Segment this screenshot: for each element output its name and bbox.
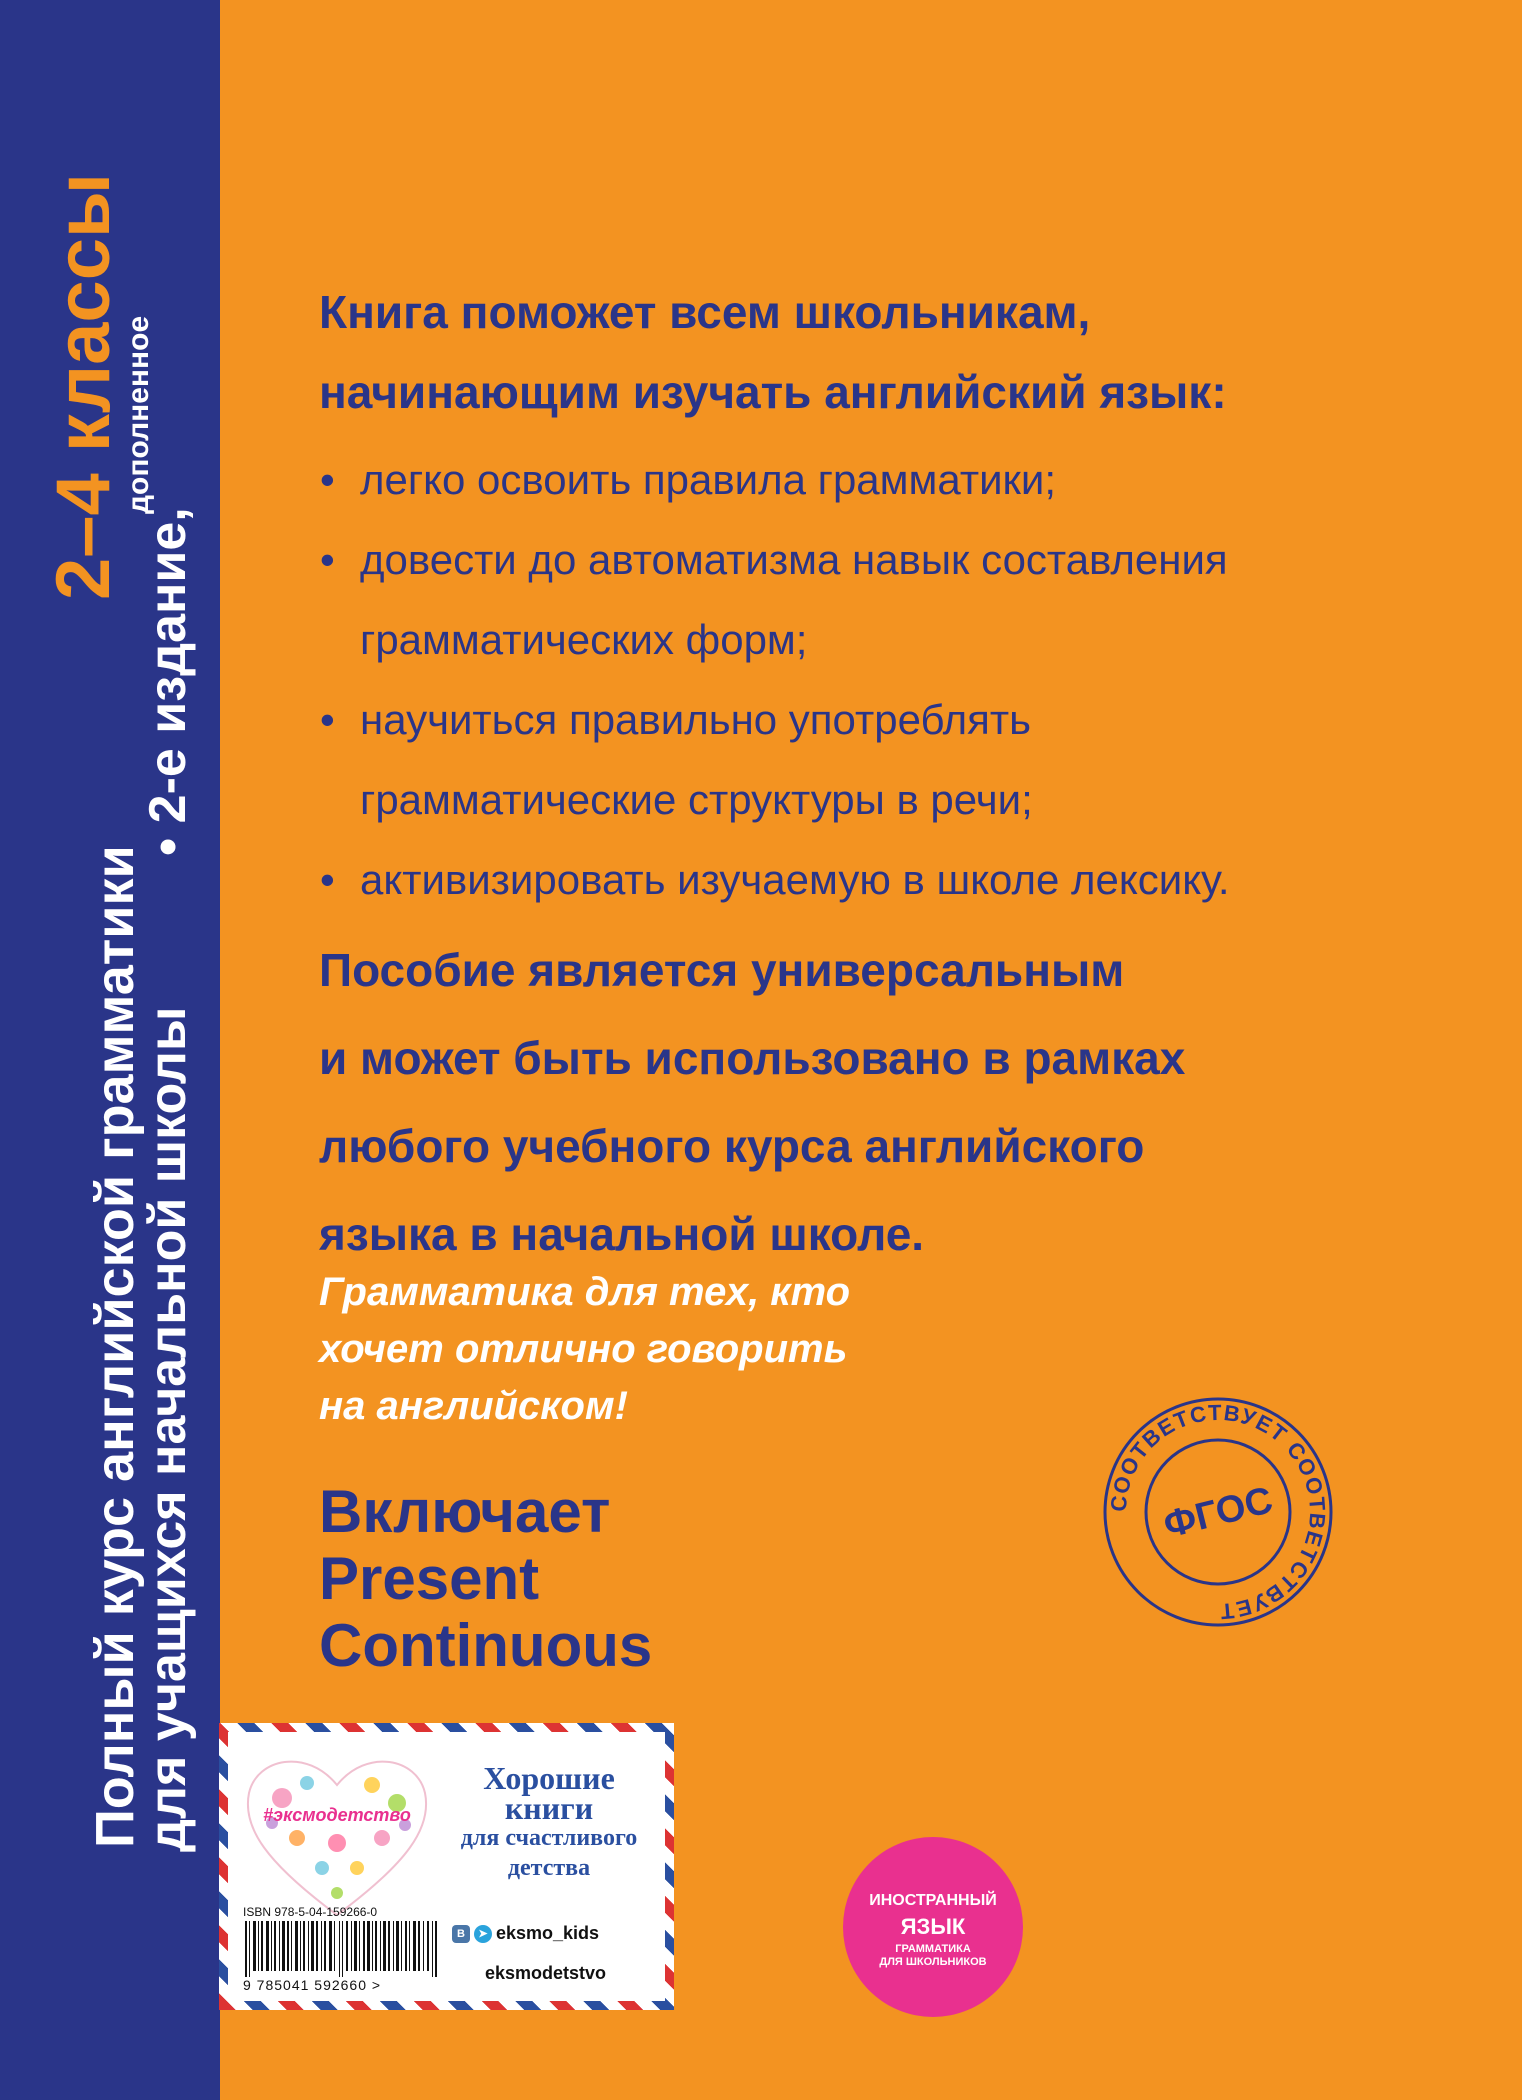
card-title-1: Хорошие [483,1760,615,1796]
barcode-card [219,1723,674,2010]
fgos-center-text: ФГОС [1159,1479,1277,1547]
badge-line-1: ИНОСТРАННЫЙ [869,1892,997,1909]
social-handle-kids: eksmo_kids [496,1923,600,1943]
universal-line-3: любого учебного курса английского [319,1120,1145,1172]
telegram-icon: ➤ [474,1925,492,1943]
social-handle-detstvo: eksmodetstvo [485,1963,607,1983]
benefit-item: • активизировать изучаемую в школе лексику. [320,840,1460,920]
slogan-line-2: хочет отлично говорить [319,1327,848,1371]
includes-line-1: Включает [319,1478,611,1545]
spine [0,0,220,2100]
spine-edition [138,507,198,856]
slogan [319,1264,850,1435]
vk-icon: В [452,1925,470,1943]
spine-title [84,845,146,1848]
badge-subtitle [843,1943,1023,1969]
intro-line-2: начинающим изучать английский язык: [319,366,1227,418]
benefit-item: • легко освоить правила грамматики; [320,440,1460,520]
badge-line-3: ГРАММАТИКА [895,1943,971,1955]
universal-line-1: Пособие является универсальным [319,944,1125,996]
benefits-list [320,440,1460,920]
fgos-stamp [1102,1396,1334,1628]
spine-audience: для учащихся начальной школы [139,1006,197,1852]
universal-line-4: языка в начальной школе. [319,1208,925,1260]
includes-line-2: Present [319,1545,540,1612]
spine-grades [40,173,127,600]
badge-line-4: ДЛЯ ШКОЛЬНИКОВ [879,1956,987,1968]
category-badge [843,1837,1023,2017]
universal-paragraph [319,926,1185,1278]
card-title [434,1760,664,1883]
fgos-ring-text: СООТВЕТСТВУЕТ СООТВЕТСТВУЕТ [1105,1399,1331,1625]
social-links [452,1923,599,1944]
benefit-item: • научиться правильно употреблять грамматические структуры в речи; [320,680,1190,840]
card-title-4: детства [507,1855,591,1881]
spine-grades-label: 2–4 классы [41,173,126,600]
spine-course-title: Полный курс английской грамматики [85,845,145,1848]
slogan-line-3: на английском! [319,1384,628,1428]
card-title-3: для счастливого [460,1825,638,1851]
isbn-label: ISBN 978-5-04-159266-0 [243,1905,378,1919]
spine-edition-label: 2-е издание, [139,507,197,824]
card-title-2: книги [504,1790,594,1826]
slogan-line-1: Грамматика для тех, кто [319,1270,851,1314]
includes-block [319,1478,652,1679]
spine-edition-note [122,316,156,514]
spine-edition-note-label: дополненное [122,315,155,514]
spine-subtitle [138,1007,198,1852]
heart-label: #эксмодетство [263,1805,411,1825]
barcode-icon [243,1921,439,1977]
eksmodetstvo-heart-logo [237,1743,437,1923]
isbn-digits: 9 785041 592660 > [243,1977,382,1993]
intro-line-1: Книга поможет всем школьникам, [319,286,1091,338]
spine-text-block [0,0,220,2100]
universal-line-2: и может быть использовано в рамках [319,1032,1186,1084]
benefit-item: • довести до автоматизма навык составления грамматических форм; [320,520,1380,680]
intro-heading [319,272,1227,432]
includes-line-3: Continuous [319,1612,653,1679]
badge-line-2: ЯЗЫК [900,1914,966,1939]
spine-bullet: • [139,837,197,856]
